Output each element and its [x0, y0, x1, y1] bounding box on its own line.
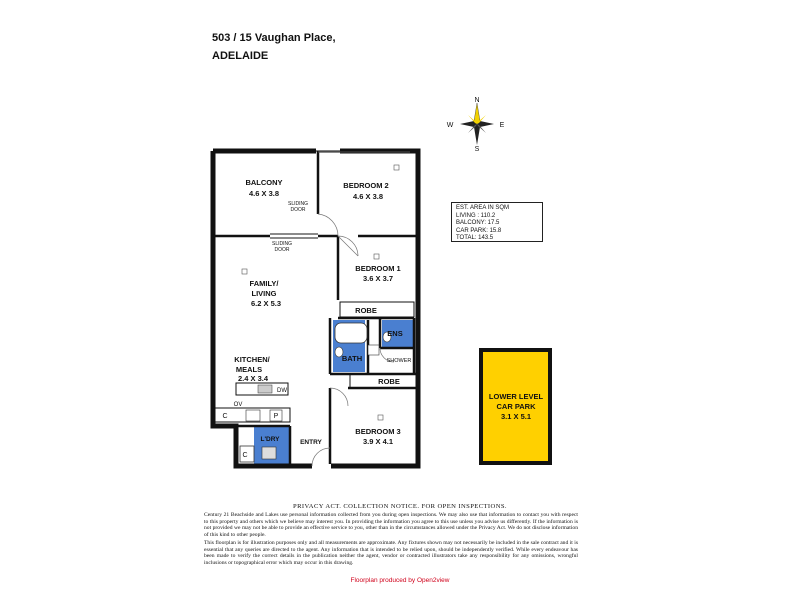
area-living: LIVING : 110.2: [456, 212, 496, 219]
shower-label: SHOWER: [386, 358, 412, 364]
address-line-2: ADELAIDE: [212, 50, 269, 62]
family-dims: 6.2 X 5.3: [250, 299, 282, 308]
carpark-name-2: CAR PARK: [496, 402, 536, 411]
bedroom2-name: BEDROOM 2: [343, 181, 389, 190]
sliding-doors: [270, 152, 410, 238]
bedroom3-dims: 3.9 X 4.1: [362, 437, 394, 446]
c2-label: C: [242, 452, 248, 459]
compass-n: N: [474, 97, 480, 104]
bedroom2-dims: 4.6 X 3.8: [352, 192, 384, 201]
area-summary: [451, 202, 543, 242]
laundry-label: L'DRY: [260, 436, 280, 443]
area-title: EST. AREA IN SQM: [456, 205, 510, 211]
family-name-1: FAMILY/: [249, 279, 279, 288]
privacy-paragraph-1: Century 21 Beachside and Lakes use personal information collected from you during open inspections. We may also use that information to contact you with respect to this property and others which we believe may interest you. In providing the information you agree to this use unless you advise us differently. If the information is not provided we may not be able to provide an effective service to you, other than in the circumstances allowed under the Privacy Act. We do not disclose information of this kind to other people.: [204, 512, 578, 538]
privacy-title: PRIVACY ACT. COLLECTION NOTICE. FOR OPEN INSPECTIONS.: [293, 503, 507, 510]
kitchen-name-2: MEALS: [235, 365, 263, 374]
c1-label: C: [222, 413, 228, 420]
ov-label: OV: [233, 402, 243, 408]
robe1-label: ROBE: [355, 306, 377, 315]
sliding-door-2a: SLIDING: [271, 241, 293, 247]
balcony-dims: 4.6 X 3.8: [248, 189, 280, 198]
area-total: TOTAL: 143.5: [456, 235, 494, 242]
bedroom3-name: BEDROOM 3: [355, 427, 401, 436]
kitchen-name-1: KITCHEN/: [234, 355, 270, 364]
floorplan-credit: Floorplan produced by Open2view: [350, 577, 450, 584]
kitchen-dims: 2.4 X 3.4: [237, 374, 269, 383]
family-name-2: LIVING: [251, 289, 277, 298]
interior-walls: [213, 151, 418, 464]
outer-walls: [213, 151, 418, 466]
compass-w: W: [446, 122, 454, 129]
sliding-door-1a: SLIDING: [287, 201, 309, 207]
bedroom1-name: BEDROOM 1: [355, 264, 401, 273]
balcony-name: BALCONY: [245, 178, 283, 187]
carpark-name-1: LOWER LEVEL: [488, 392, 544, 401]
compass-s: S: [474, 146, 480, 152]
address-line-1: 503 / 15 Vaughan Place,: [212, 32, 336, 44]
bath-label: BATH: [341, 354, 363, 363]
compass-e: E: [499, 122, 505, 129]
area-carpark: CAR PARK: 15.8: [456, 227, 502, 234]
robe2-label: ROBE: [378, 377, 400, 386]
sliding-door-1b: DOOR: [290, 207, 306, 213]
p-label: P: [273, 413, 279, 420]
dw-label: DW: [277, 388, 287, 394]
area-balcony: BALCONY: 17.5: [456, 220, 500, 227]
ensuite-label: ENS: [387, 329, 403, 338]
entry-label: ENTRY: [300, 439, 322, 446]
sliding-door-2b: DOOR: [274, 247, 290, 253]
carpark-dims: 3.1 X 5.1: [500, 412, 532, 421]
privacy-paragraph-2: This floorplan is for illustration purposes only and all measurements are approximate. Any fixtures shown may not necessarily be included in the sale contract and it is essential that any queries are directed to the agent. Any information that is intended to be relied upon, should be independently verified. While every endeavour has been made to verify the correct details in the publication neither the agent, vendor or contracted illustrators take any responsibility for any omissions, wrongful inclusions or topographical error which may occur in this drawing.: [204, 540, 578, 566]
bedroom1-dims: 3.6 X 3.7: [362, 274, 394, 283]
